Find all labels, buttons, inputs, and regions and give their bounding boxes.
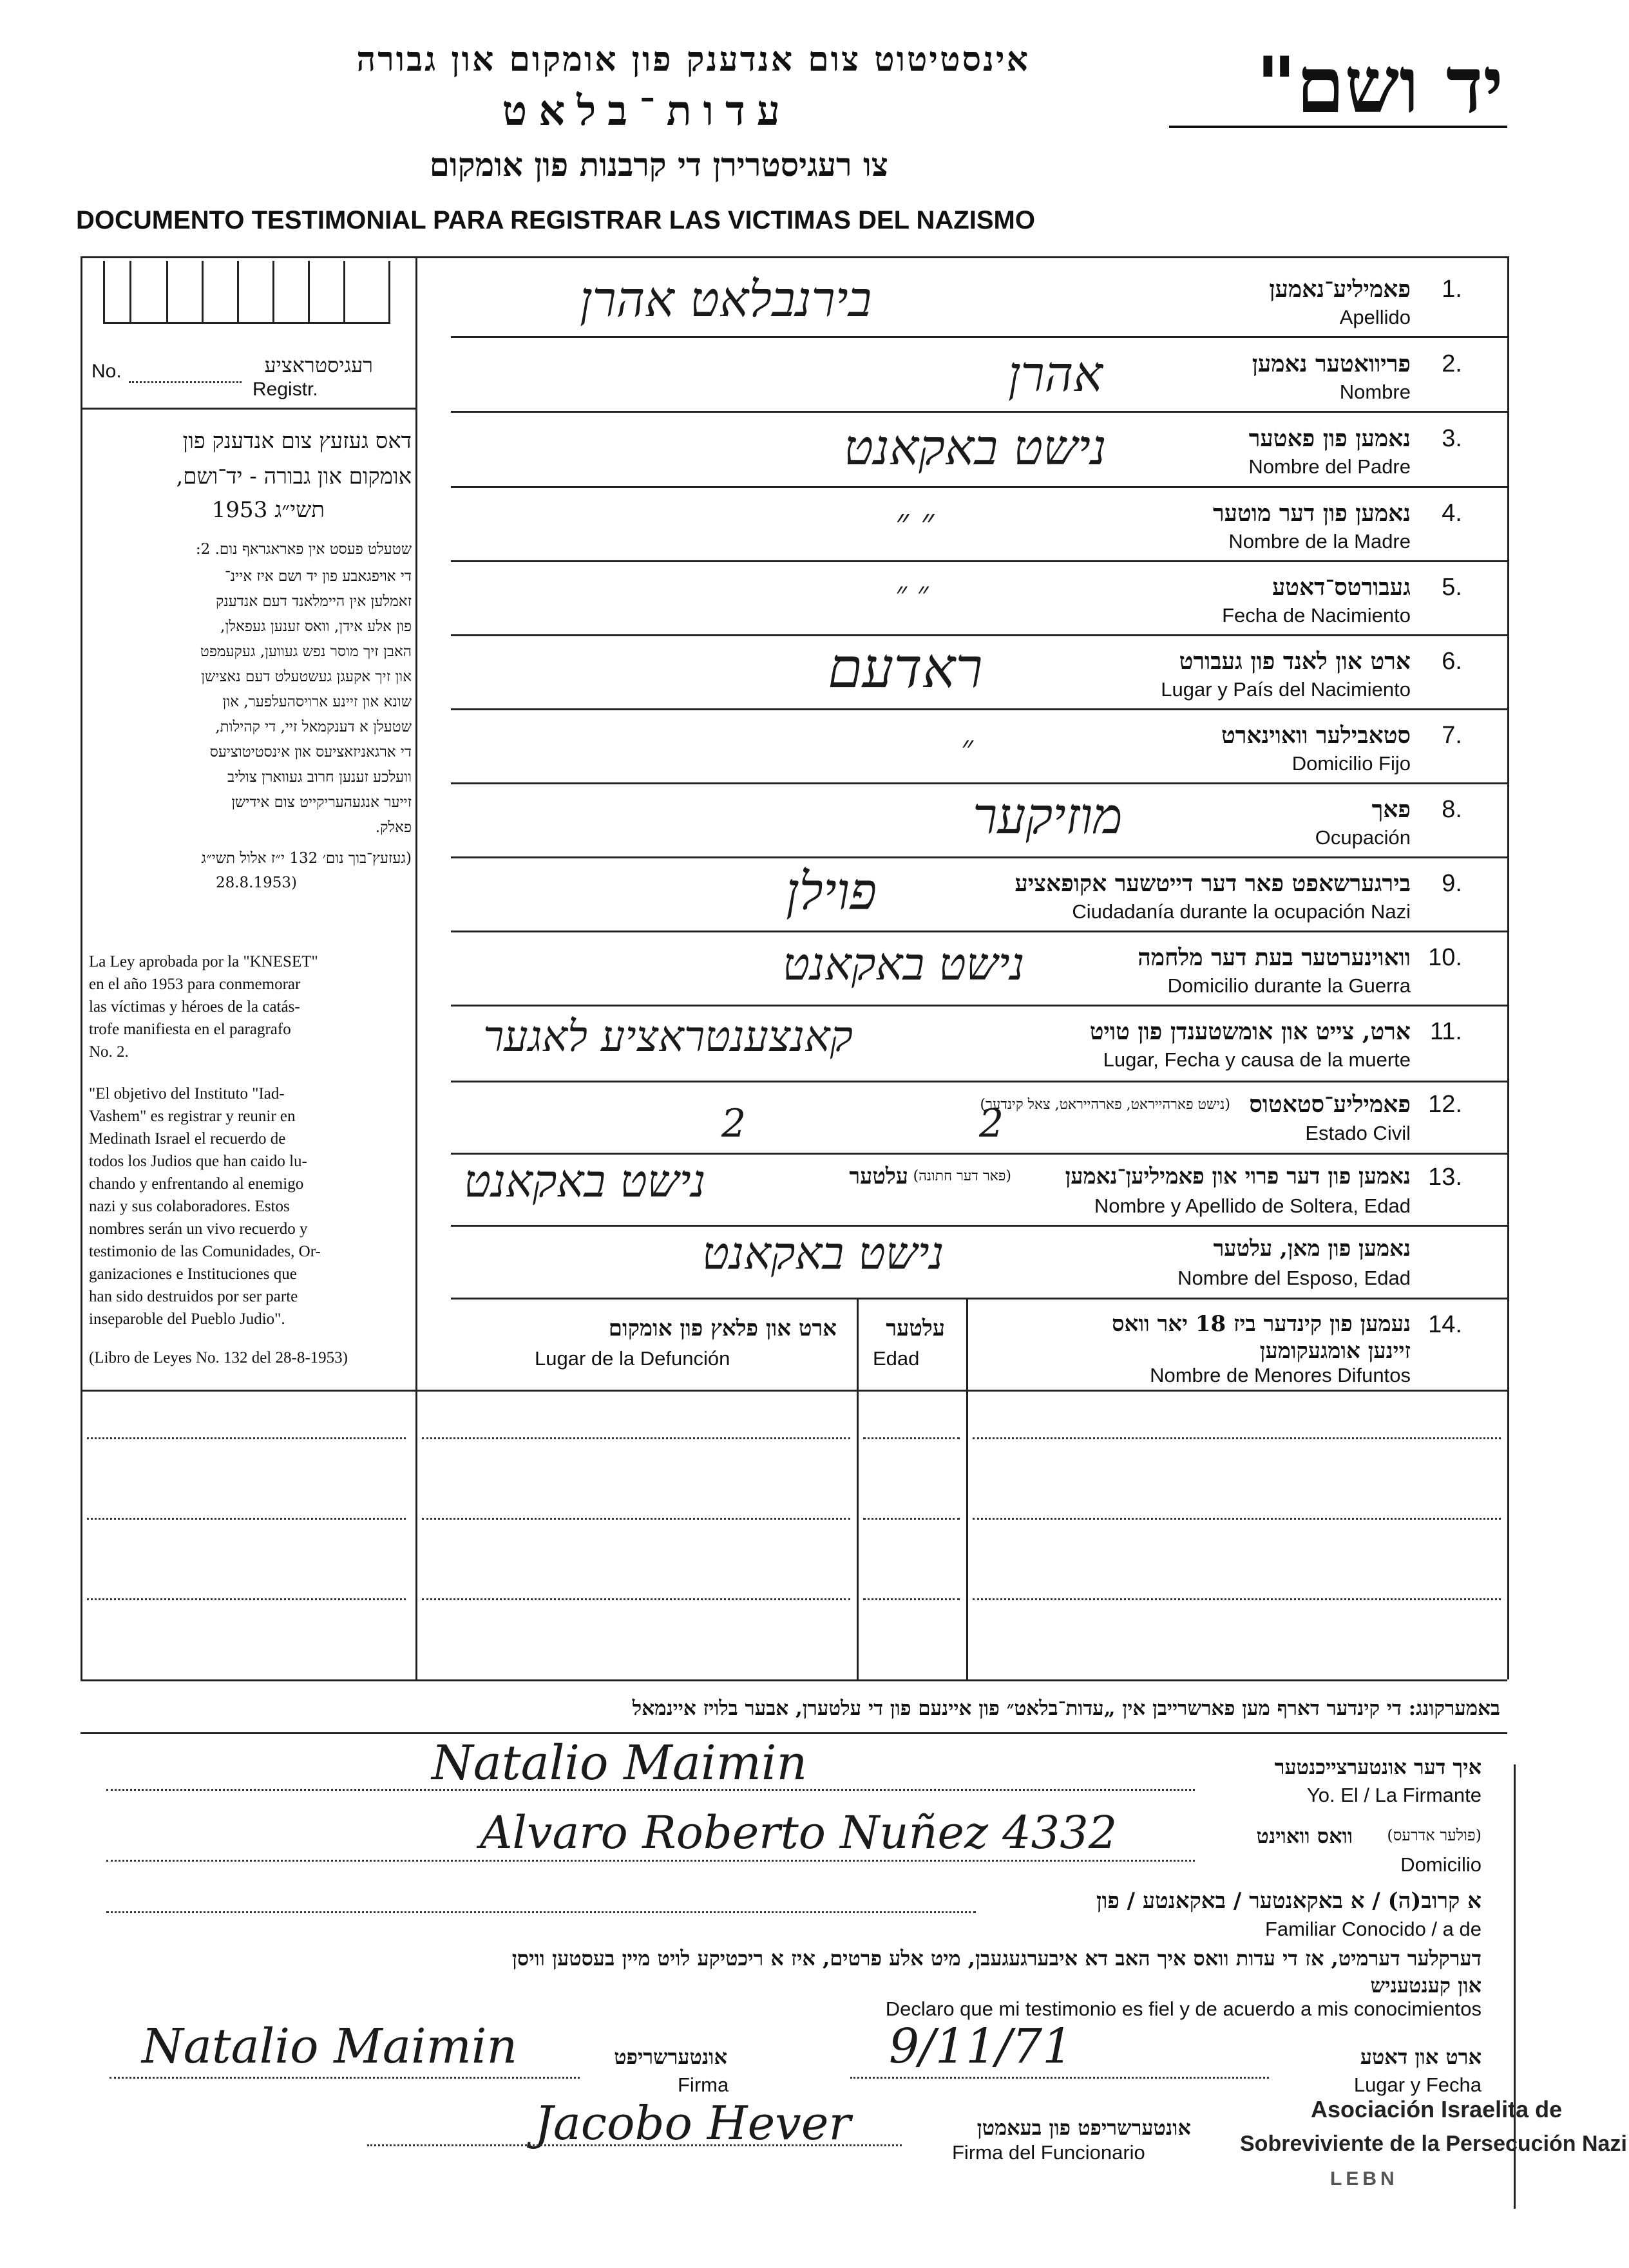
field-heb-label: פריוואטער נאמען [1252, 350, 1411, 377]
field-number: 3. [1442, 425, 1462, 452]
field-value: פוילן [786, 862, 877, 921]
field-number: 5. [1442, 574, 1462, 601]
children-row-dots [87, 1598, 406, 1600]
place-date-dots [850, 2077, 1269, 2079]
signature-es: Firma [678, 2074, 729, 2096]
field-heb-label: נאמען פון פאטער [1248, 425, 1411, 452]
declaration-heb-1: דערקלער דערמיט, אז די עדות וואס איך האב דא איבערגעגעבן, מיט אלע פרטים, איז א ריכטיקע לויט מיין בעסטען וויסן [511, 1946, 1481, 1970]
field-ocupacion[interactable] [425, 784, 1507, 856]
registry-no-label: No. [91, 361, 122, 382]
field-es-label: Nombre del Esposo, Edad [1177, 1267, 1411, 1289]
relation-field[interactable] [97, 1880, 1481, 1942]
field-number: 10. [1428, 944, 1462, 971]
field-apellido[interactable] [425, 264, 1507, 336]
es-obj-10: han sido destruidos por ser parte [89, 1288, 298, 1305]
field-value: בירנבלאט אהרן [580, 270, 872, 328]
children-table-mid [415, 1390, 417, 1679]
field-number: 4. [1442, 500, 1462, 527]
children-row-dots [863, 1437, 960, 1439]
field-es-label: Nombre y Apellido de Soltera, Edad [1094, 1195, 1411, 1217]
es-obj-6: nazi y sus colaboradores. Estos [89, 1198, 290, 1215]
field-es-label: Apellido [1339, 306, 1411, 328]
es-law-2: en el año 1953 para conmemorar [89, 976, 301, 993]
law-par-10: וועלכע זענען חרוב געווארן צוליב [227, 769, 412, 786]
field-es-label: Nombre de Menores Difuntos [1150, 1364, 1411, 1386]
law-par-4: פון אלע אידן, וואס זענען געפאלן, [220, 618, 412, 635]
children-row-dots [422, 1518, 850, 1520]
es-obj-9: ganizaciones e Instituciones que [89, 1265, 297, 1283]
official-heb: אונטערשריפט פון בעאמטן [976, 2115, 1191, 2140]
registry-number-boxes [103, 261, 390, 324]
field-heb-label: ארט און לאנד פון געבורט [1179, 648, 1411, 675]
field-value: נישט באקאנט [464, 1155, 706, 1207]
registry-es-label: Registr. [252, 379, 318, 400]
address-heb-note: (פולער אדרעס) [1387, 1826, 1481, 1844]
field-es-label: Domicilio durante la Guerra [1167, 974, 1411, 997]
field-heb-note: (פאר דער חתונה) [913, 1168, 1011, 1184]
field-es-label: Ocupación [1315, 826, 1411, 849]
stamp-line-1: Asociación Israelita de [1311, 2096, 1563, 2122]
law-par-5: האבן זיך מוסר נפש געווען, געקעמפט [200, 643, 412, 660]
field-value: ״ [961, 728, 973, 766]
field-value: ״ ״ [895, 501, 935, 543]
field-nacimiento-fecha[interactable] [425, 562, 1507, 634]
children-age-es: Edad [873, 1347, 920, 1370]
signature-value: Natalio Maimin [142, 2019, 518, 2074]
children-age-heb: עלטער [886, 1316, 945, 1341]
children-place-heb: ארט און פלאץ פון אומקום [608, 1316, 837, 1341]
field-heb-age: עלטער [849, 1164, 908, 1189]
law-title-2: אומקום און גבורה - יד־ושם, [176, 464, 412, 489]
law-par-6: און זיך אקעגן געשטעלט דעם נאצישן [201, 668, 412, 685]
stamp-line-3: LEBN [1330, 2168, 1398, 2189]
relation-dots [106, 1911, 976, 1913]
field-es-label: Nombre [1339, 381, 1411, 403]
spanish-title: DOCUMENTO TESTIMONIAL PARA REGISTRAR LAS VICTIMAS DEL NAZISMO [76, 206, 1035, 234]
es-law-ref: (Libro de Leyes No. 132 del 28-8-1953) [89, 1349, 348, 1366]
stamp-bracket [1514, 1764, 1516, 2209]
field-heb-label: בירגערשאפט פאר דער דייטשער אקופאציע [1015, 870, 1411, 897]
declaration-heb-2: און קענטעניש [1370, 1973, 1481, 1998]
field-es-label: Fecha de Nacimiento [1222, 604, 1411, 627]
remark-underline [81, 1732, 1507, 1734]
field-heb-label: נאמען פון דער פרוי און פאמיליען־נאמען [1065, 1164, 1411, 1189]
row-line [451, 411, 1507, 413]
address-dots [106, 1860, 1195, 1862]
stamp-line-2: Sobreviviente de la Persecución Nazi [1240, 2131, 1627, 2156]
es-obj-1: "El objetivo del Instituto "Iad- [89, 1085, 285, 1102]
field-value: אהרן [1008, 345, 1103, 402]
field-es-label: Nombre de la Madre [1228, 530, 1411, 553]
children-row-dots [422, 1598, 850, 1600]
law-par-2: די אויפגאבע פון יד ושם איז איינ־ [224, 568, 412, 585]
es-obj-8: testimonio de las Comunidades, Or- [89, 1243, 321, 1260]
field-es-label: Estado Civil [1305, 1122, 1411, 1144]
field-number: 14. [1428, 1311, 1462, 1338]
field-domicilio-fijo[interactable] [425, 710, 1507, 782]
address-value: Alvaro Roberto Nuñez 4332 [480, 1806, 1118, 1859]
field-es-label: Nombre del Padre [1248, 455, 1411, 478]
relation-heb: א קרוב(ה) / א באקאנטער / באקאנטע / פון [1096, 1888, 1481, 1914]
es-obj-5: chando y enfrentando al enemigo [89, 1175, 304, 1193]
header-line-3: צו רעגיסטרירן די קרבנות פון אומקום [429, 146, 888, 184]
children-col-divider [857, 1299, 859, 1679]
organization-stamp [1240, 2096, 1626, 2231]
children-table-bottom [81, 1679, 1507, 1681]
field-heb-label: נאמען פון מאן, עלטער [1213, 1236, 1411, 1262]
field-heb-label: נאמען פון דער מוטער [1212, 500, 1411, 527]
field-number: 2. [1442, 350, 1462, 377]
frame-left [81, 256, 82, 1390]
field-value: 2 [721, 1101, 747, 1146]
field-ciudadania[interactable] [425, 858, 1507, 931]
place-date-es: Lugar y Fecha [1353, 2074, 1481, 2096]
field-number: 1. [1442, 276, 1462, 303]
children-row-dots [87, 1437, 406, 1439]
field-soltera[interactable] [425, 1155, 1507, 1225]
field-value: ראדעם [828, 636, 983, 701]
place-date-heb: ארט און דאטע [1360, 2045, 1481, 2069]
children-row-dots [973, 1598, 1501, 1600]
signer-field[interactable] [97, 1735, 1481, 1810]
law-par-11: זייער אנגעהעריקייט צום אידישן [231, 794, 412, 811]
frame-top [81, 256, 1507, 258]
address-heb: וואס וואוינט [1256, 1824, 1353, 1848]
children-row-dots [863, 1518, 960, 1520]
address-field[interactable] [97, 1806, 1481, 1880]
field-number: 13. [1428, 1164, 1462, 1191]
children-row-dots [863, 1598, 960, 1600]
field-number: 7. [1442, 722, 1462, 749]
field-heb-label: וואוינערטער בעת דער מלחמה [1138, 944, 1411, 971]
children-col-divider [966, 1299, 968, 1679]
es-obj-11: inseparoble del Pueblo Judio". [89, 1310, 285, 1328]
field-heb-label: ארט, צייט און אומשטענדן פון טויט [1089, 1018, 1411, 1045]
signer-value: Natalio Maimin [432, 1735, 808, 1791]
children-row-dots [422, 1437, 850, 1439]
field-number: 6. [1442, 648, 1462, 675]
es-obj-7: nombres serán un vivo recuerdo y [89, 1220, 308, 1238]
row-line [451, 336, 1507, 338]
address-es: Domicilio [1400, 1853, 1481, 1876]
relation-es: Familiar Conocido / a de [1265, 1918, 1481, 1940]
children-table-top [81, 1390, 1507, 1392]
law-title-3: תשי״ג 1953 [211, 497, 325, 523]
field-number: 8. [1442, 796, 1462, 823]
children-row-dots [973, 1437, 1501, 1439]
field-number: 9. [1442, 870, 1462, 897]
field-number: 11. [1429, 1018, 1462, 1045]
es-law-3: las víctimas y héroes de la catás- [89, 998, 300, 1016]
signer-dots [106, 1789, 1195, 1791]
official-dots [367, 2144, 902, 2146]
children-table-right [1507, 990, 1509, 1679]
official-value: Jacobo Hever [535, 2096, 851, 2150]
field-padre[interactable] [425, 413, 1507, 486]
registry-divider [81, 408, 415, 410]
place-date-value[interactable]: 9/11/71 [889, 2019, 1073, 2074]
children-table-left [81, 1390, 82, 1679]
field-es-label: Lugar, Fecha y causa de la muerte [1103, 1048, 1411, 1071]
remark: באמערקונג: די קינדער דארף מען פארשרייבן אין „עדות־בלאט״ פון איינעם פון די עלטערן, אבער בלויז איינמאל [632, 1697, 1500, 1720]
law-par-9: די ארגאניזאציעס און אינסטיטוציעס [209, 744, 412, 761]
field-value: מוזיקער [973, 788, 1123, 846]
registry-no-dots [129, 381, 242, 383]
field-estado-civil[interactable] [425, 1082, 1507, 1153]
field-heb-label: נעמען פון קינדער ביז 18 יאר וואס [1112, 1311, 1411, 1337]
frame-right [1507, 256, 1509, 990]
law-par-7: שונא און זיינע ארויסהעלפער, און [222, 694, 412, 710]
field-muerte[interactable] [425, 1006, 1507, 1079]
signer-heb: איך דער אונטערצייכנטער [1274, 1755, 1481, 1779]
header-line-2: עדות־בלאט [502, 87, 792, 135]
field-esposo[interactable] [425, 1227, 1507, 1298]
law-par-8: שטעלן א דענקמאל זיי, די קהילות, [215, 719, 412, 735]
signer-es: Yo. El / La Firmante [1306, 1784, 1481, 1806]
law-title-1: דאס געזעץ צום אנדענק פון [182, 428, 412, 454]
field-nacimiento-lugar[interactable] [425, 636, 1507, 708]
field-heb-label: פאך [1371, 796, 1411, 823]
law-par-1: שטעלט פעסט אין פאראגראף נום. 2: [195, 541, 412, 558]
field-madre[interactable] [425, 488, 1507, 560]
es-law-5: No. 2. [89, 1043, 129, 1061]
field-es-label: Lugar y País del Nacimiento [1161, 678, 1411, 701]
signature-dots [110, 2077, 580, 2079]
field-domicilio-guerra[interactable] [425, 932, 1507, 1005]
official-es: Firma del Funcionario [952, 2141, 1145, 2164]
field-value-2: 2 [979, 1101, 1004, 1146]
field-heb-label: פאמיליע־נאמען [1269, 276, 1411, 303]
children-place-es: Lugar de la Defunción [535, 1347, 730, 1370]
es-law-4: trofe manifiesta en el paragrafo [89, 1021, 291, 1038]
sidebar-divider [415, 256, 417, 1391]
children-row-dots [973, 1518, 1501, 1520]
logo-underline [1169, 126, 1507, 128]
field-heb-note: (נישט פארהייראט, פארהייראט, צאל קינדער) [980, 1097, 1230, 1113]
field-menores[interactable] [882, 1299, 1507, 1390]
header-line-1: אינסטיטוט צום אנדענק פון אומקום און גבורה [356, 40, 1030, 79]
es-obj-2: Vashem" es registrar y reunir en [89, 1108, 296, 1125]
field-heb-label: סטאבילער וואוינארט [1221, 722, 1411, 749]
field-nombre[interactable] [425, 339, 1507, 411]
declaration-es: Declaro que mi testimonio es fiel y de acuerdo a mis conocimientos [885, 1998, 1481, 2020]
field-heb-label: געבורטס־דאטע [1272, 574, 1411, 601]
es-obj-3: Medinath Israel el recuerdo de [89, 1130, 286, 1148]
signature-heb: אונטערשריפט [614, 2045, 727, 2069]
field-value: קאנצענטראציע לאגער [483, 1012, 853, 1061]
registry-heb-label: רעגיסטראציע [264, 353, 373, 377]
field-number: 12. [1428, 1091, 1462, 1118]
field-es-label: Domicilio Fijo [1291, 752, 1411, 775]
field-es-label: Ciudadanía durante la ocupación Nazi [1072, 900, 1411, 923]
field-value: נישט באקאנט [702, 1227, 944, 1280]
field-value: ״ ״ [895, 575, 929, 611]
law-ref-2: (28.8.1953 [215, 874, 297, 891]
field-heb-label-2: זיינען אומגעקומען [1259, 1338, 1411, 1364]
yad-vashem-logo: יד ושם" [1255, 40, 1503, 131]
es-obj-4: todos los Judios que han caido lu- [89, 1153, 307, 1170]
law-par-3: זאמלען אין היימלאנד דעם אנדענק [215, 593, 412, 610]
law-ref-1: (געזעץ־בוך נום׳ 132 י״ז אלול תשי״ג [201, 850, 412, 867]
children-row-dots [87, 1518, 406, 1520]
field-value: נישט באקאנט [844, 419, 1107, 476]
es-law-1: La Ley aprobada por la "KNESET" [89, 953, 318, 970]
law-par-12: פאלק. [375, 819, 412, 836]
field-value: נישט באקאנט [783, 938, 1025, 990]
field-heb-label: פאמיליע־סטאטוס [1249, 1091, 1411, 1118]
